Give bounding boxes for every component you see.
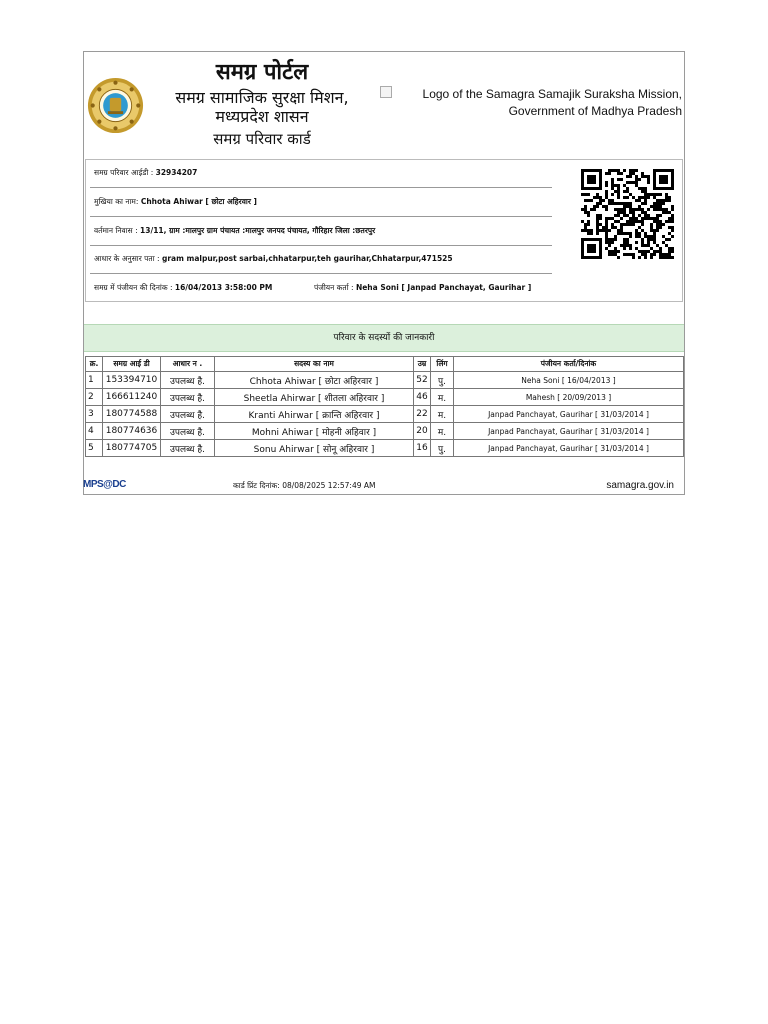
registrar-row xyxy=(314,283,531,293)
cell-gender: म. xyxy=(431,389,454,406)
divider xyxy=(90,273,552,274)
print-date-value: 08/08/2025 12:57:49 AM xyxy=(282,481,376,490)
cell-age: 20 xyxy=(414,423,431,440)
col-header-serial: क्र. xyxy=(86,357,103,372)
reg-date-value: 16/04/2013 3:58:00 PM xyxy=(174,283,273,292)
table-row xyxy=(86,423,684,440)
col-header-age: उम्र xyxy=(414,357,431,372)
aadhaar-address-label: आधार के अनुसार पता : xyxy=(94,254,162,263)
members-section-title: परिवार के सदस्यों की जानकारी xyxy=(84,324,684,352)
cell-serial: 1 xyxy=(86,372,103,389)
head-row xyxy=(94,197,257,207)
col-header-samagra-id: समग्र आई डी xyxy=(103,357,161,372)
cell-gender: म. xyxy=(431,423,454,440)
mission-line-1: समग्र सामाजिक सुरक्षा मिशन, xyxy=(175,88,349,107)
head-label: मुखिया का नाम: xyxy=(94,197,141,206)
cell-samagra-id: 180774636 xyxy=(103,423,161,440)
cell-age: 52 xyxy=(414,372,431,389)
mission-line-2: मध्यप्रदेश शासन xyxy=(215,107,309,126)
cell-aadhaar: उपलब्ध है. xyxy=(161,423,215,440)
cell-age: 22 xyxy=(414,406,431,423)
cell-samagra-id: 166611240 xyxy=(103,389,161,406)
registrar-value: Neha Soni [ Janpad Panchayat, Gaurihar ] xyxy=(355,283,532,292)
site-url: samagra.gov.in xyxy=(606,480,674,491)
cell-aadhaar: उपलब्ध है. xyxy=(161,440,215,457)
cell-samagra-id: 153394710 xyxy=(103,372,161,389)
qr-code-icon xyxy=(581,169,674,259)
family-id-value: 32934207 xyxy=(155,168,198,177)
cell-serial: 3 xyxy=(86,406,103,423)
cell-registrar-date: Janpad Panchayat, Gaurihar [ 31/03/2014 ] xyxy=(454,423,684,440)
table-row xyxy=(86,440,684,457)
cell-serial: 2 xyxy=(86,389,103,406)
cell-aadhaar: उपलब्ध है. xyxy=(161,372,215,389)
cell-member-name: Kranti Ahirwar [ क्रान्ति अहिरवार ] xyxy=(215,406,414,423)
cell-registrar-date: Neha Soni [ 16/04/2013 ] xyxy=(454,372,684,389)
mpsedc-logo xyxy=(83,479,126,494)
members-table xyxy=(85,356,684,457)
table-row xyxy=(86,406,684,423)
divider xyxy=(90,245,552,246)
cell-member-name: Sonu Ahirwar [ सोनू अहिरवार ] xyxy=(215,440,414,457)
cell-serial: 4 xyxy=(86,423,103,440)
cell-gender: पु. xyxy=(431,372,454,389)
mpsedc-logo-text: MPS@DC xyxy=(83,479,126,490)
cell-registrar-date: Janpad Panchayat, Gaurihar [ 31/03/2014 ] xyxy=(454,440,684,457)
head-value: Chhota Ahiwar [ छोटा अहिरवार ] xyxy=(140,197,257,206)
logo-alt-text xyxy=(420,86,682,120)
col-header-aadhaar: आधार न . xyxy=(161,357,215,372)
divider xyxy=(90,187,552,188)
aadhaar-address-value: gram malpur,post sarbai,chhatarpur,teh gaurihar,Chhatarpur,471525 xyxy=(161,254,453,263)
family-id-row xyxy=(94,168,197,178)
card-name: समग्र परिवार कार्ड xyxy=(213,130,311,148)
table-row xyxy=(86,372,684,389)
cell-samagra-id: 180774588 xyxy=(103,406,161,423)
address-value: 13/11, ग्राम :मालपुर ग्राम पंचायत :मालपुर जनपद पंचायत, गौरिहार जिला :छतरपुर xyxy=(140,226,376,235)
logo-alt-line-2: Government of Madhya Pradesh xyxy=(508,104,682,118)
table-row xyxy=(86,389,684,406)
aadhaar-address-row xyxy=(94,254,453,264)
col-header-registrar-date: पंजीयन कर्ता/दिनांक xyxy=(454,357,684,372)
print-date-label: कार्ड प्रिंट दिनांक: xyxy=(233,481,283,490)
card-print-date xyxy=(233,481,375,491)
mission-name xyxy=(150,88,374,126)
cell-aadhaar: उपलब्ध है. xyxy=(161,389,215,406)
family-id-label: समग्र परिवार आईडी : xyxy=(94,168,156,177)
logo-alt-line-1: Logo of the Samagra Samajik Suraksha Mission, xyxy=(422,87,682,101)
cell-member-name: Sheetla Ahirwar [ शीतला अहिरवार ] xyxy=(215,389,414,406)
cell-member-name: Chhota Ahiwar [ छोटा अहिरवार ] xyxy=(215,372,414,389)
cell-samagra-id: 180774705 xyxy=(103,440,161,457)
address-label: वर्तमान निवास : xyxy=(94,226,141,235)
cell-age: 16 xyxy=(414,440,431,457)
cell-aadhaar: उपलब्ध है. xyxy=(161,406,215,423)
cell-age: 46 xyxy=(414,389,431,406)
table-header-row xyxy=(86,357,684,372)
portal-title: समग्र पोर्टल xyxy=(215,60,309,85)
registrar-label: पंजीयन कर्ता : xyxy=(314,283,356,292)
cell-member-name: Mohni Ahiwar [ मोहनी अहिवार ] xyxy=(215,423,414,440)
col-header-gender: लिंग xyxy=(431,357,454,372)
cell-gender: पु. xyxy=(431,440,454,457)
broken-image-icon xyxy=(380,86,392,98)
col-header-member-name: सदस्य का नाम xyxy=(215,357,414,372)
cell-gender: म. xyxy=(431,406,454,423)
reg-date-label: समग्र में पंजीयन की दिनांक : xyxy=(94,283,175,292)
cell-registrar-date: Mahesh [ 20/09/2013 ] xyxy=(454,389,684,406)
reg-date-row xyxy=(94,283,272,293)
cell-registrar-date: Janpad Panchayat, Gaurihar [ 31/03/2014 ] xyxy=(454,406,684,423)
address-row xyxy=(94,226,375,236)
mp-state-emblem-icon xyxy=(87,77,144,134)
cell-serial: 5 xyxy=(86,440,103,457)
divider xyxy=(90,216,552,217)
